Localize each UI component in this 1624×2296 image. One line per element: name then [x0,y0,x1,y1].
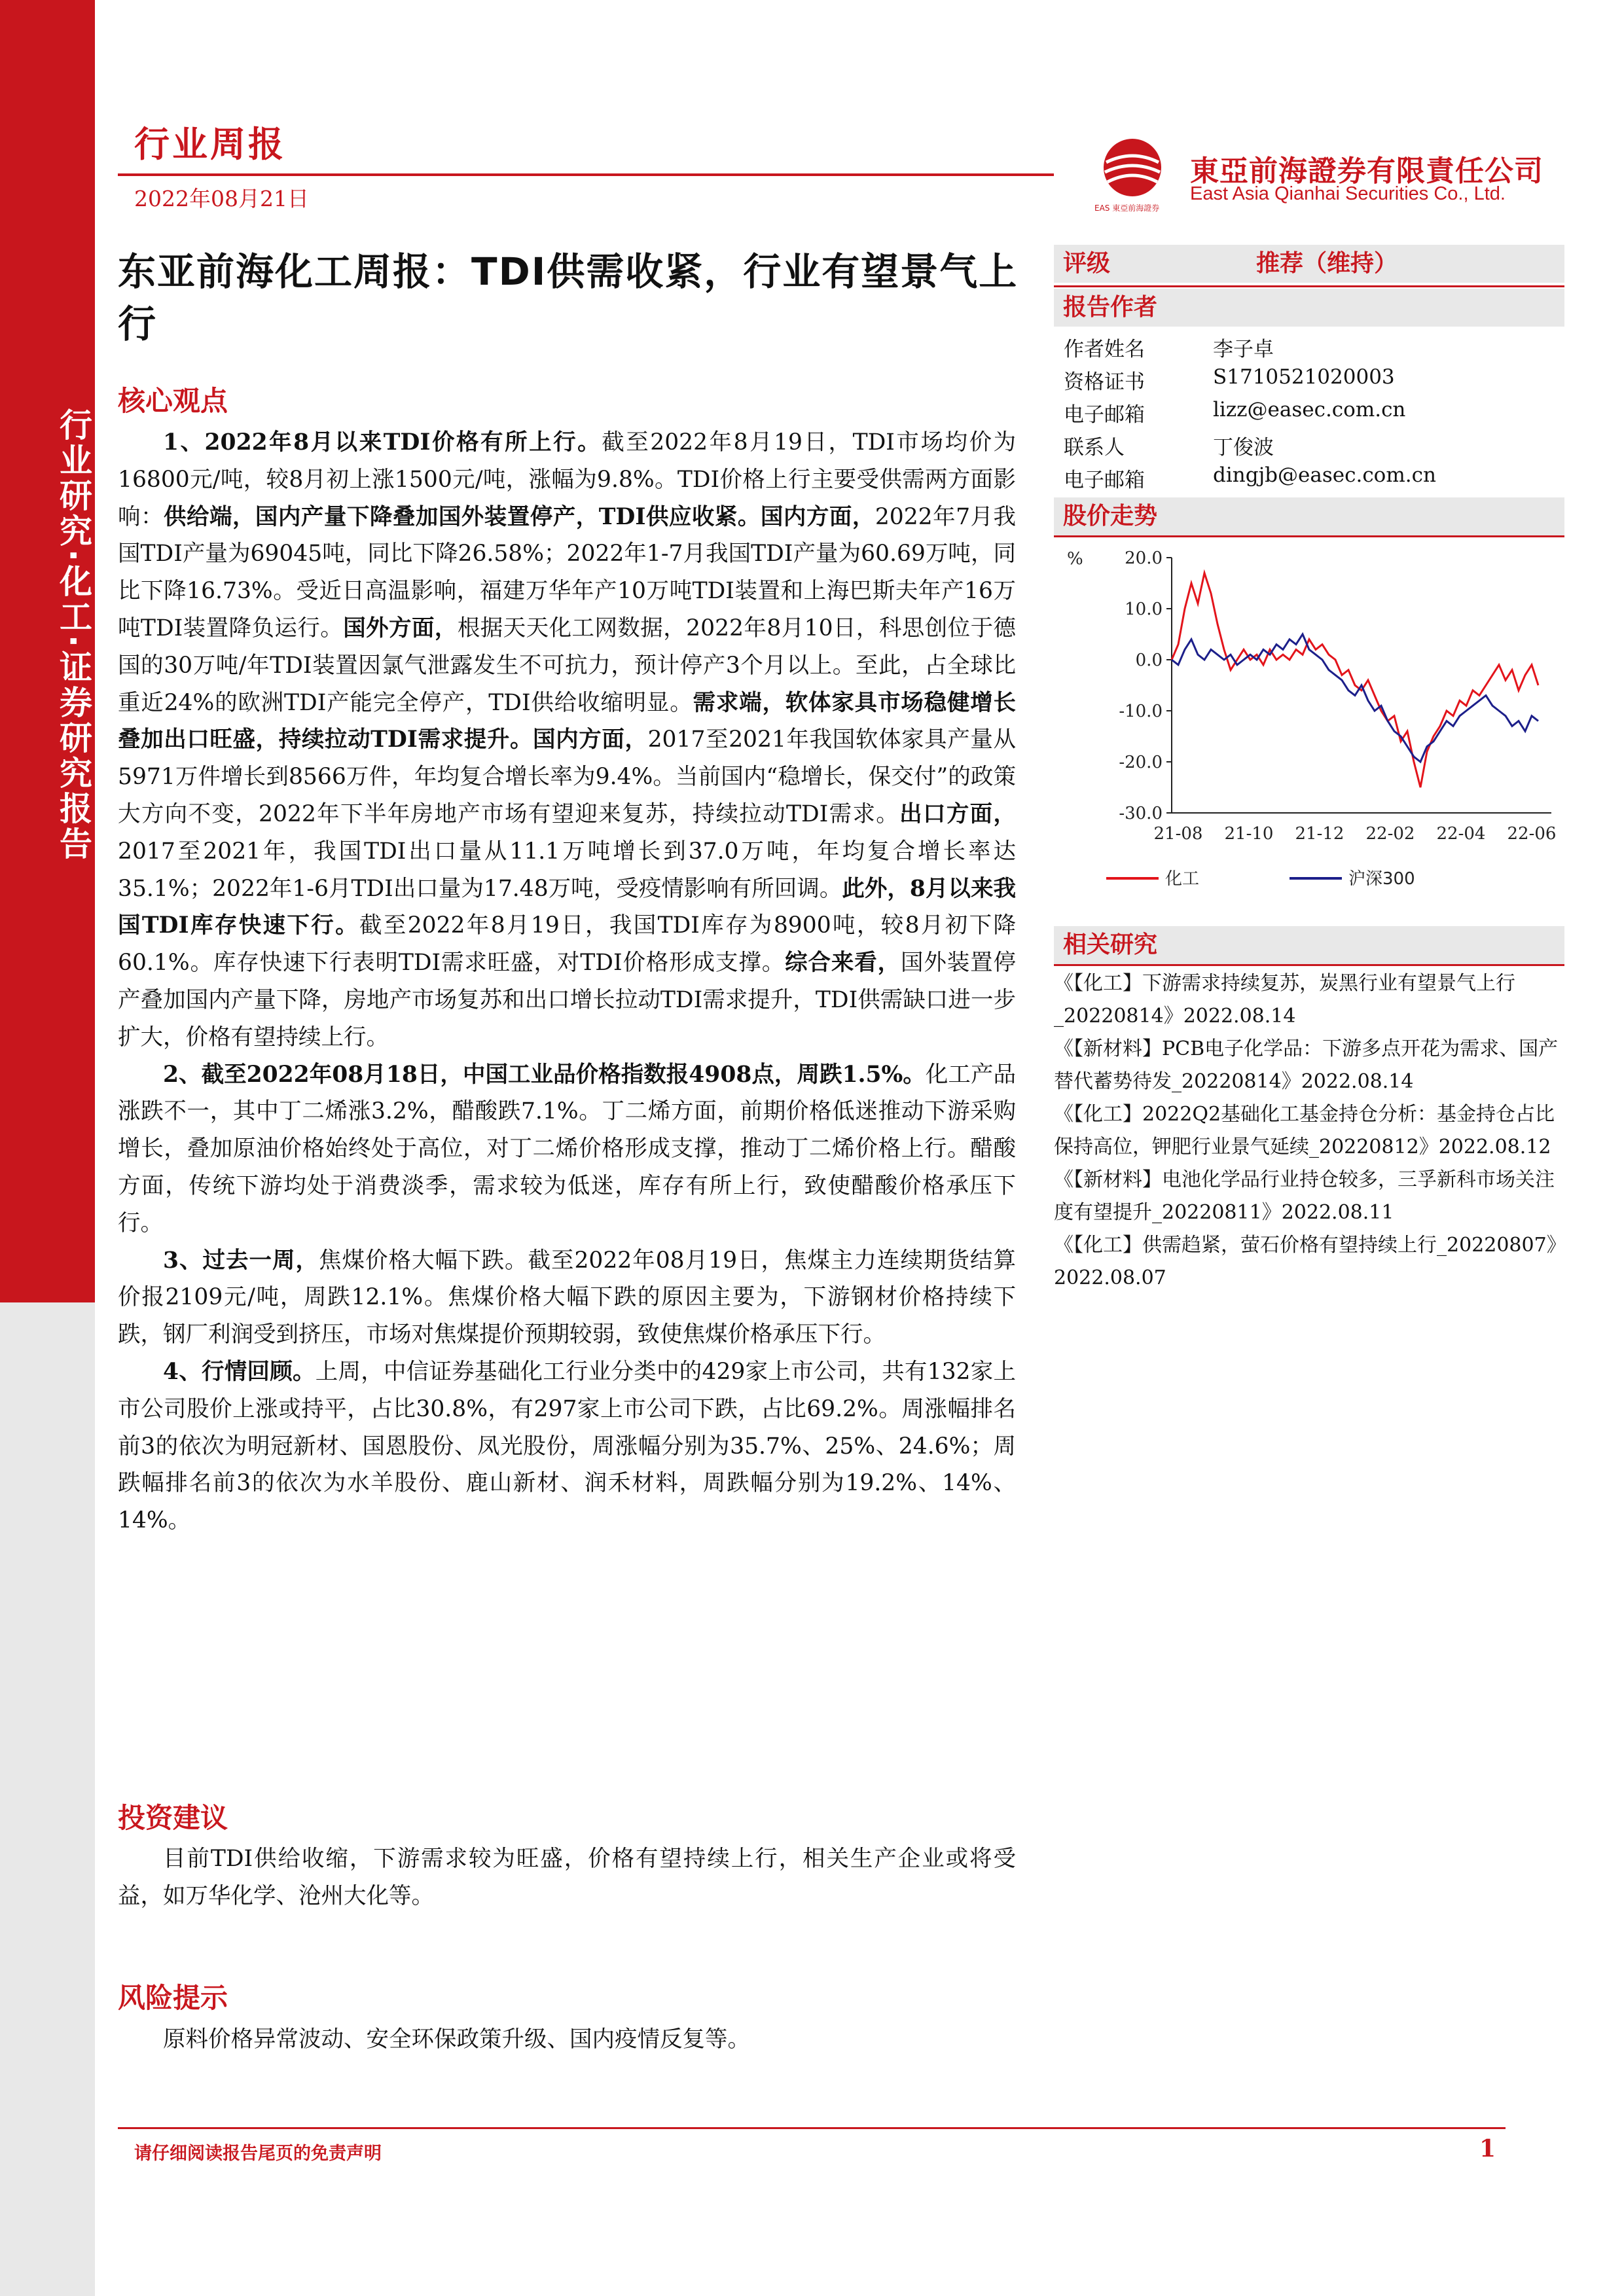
chart-divider [1054,535,1564,537]
core-body [118,424,1016,1539]
report-category: 行业周报 [134,124,286,165]
chart-heading: 股价走势 [1054,497,1564,535]
series-line [1172,634,1538,762]
legend-label: 化工 [1165,869,1200,889]
related-item[interactable]: 《【化工】下游需求持续复苏，炭黑行业有望景气上行_20220814》2022.08.14 [1054,972,1515,1028]
y-tick-label: 10.0 [1125,600,1163,619]
x-tick-label: 22-04 [1436,824,1486,844]
related-divider [1054,964,1564,966]
section-invest-heading: 投资建议 [118,1802,228,1834]
series-line [1172,573,1538,787]
core-paragraph-1: 1、2022年8月以来TDI价格有所上行。截至2022年8月19日，TDI市场均价为16800元/吨，较8月初上涨1500元/吨，涨幅为9.8%。TDI价格上行主要受供需两方面影响：供给端，国内产量下降叠加国外装置停产，TDI供应收紧。国内方面，2022年7月我国TDI产量为69045吨，同比下降26.58%；2022年1-7月我国TDI产量为60.69万吨，同比下降16.73%。受近日高温影响，福建万华年产10万吨TDI装置和上海巴斯夫年产16万吨TDI装置降负运行。国外方面，根据天天化工网数据，2022年8月10日，科思创位于德国的30万吨/年TDI装置因氯气泄露发生不可抗力，预计停产3个月以上。至此，占全球比重近24%的欧洲TDI产能完全停产，TDI供给收缩明显。需求端，软体家具市场稳健增长叠加出口旺盛，持续拉动TDI需求提升。国内方面，2017至2021年我国软体家具产量从5971万件增长到8566万件，年均复合增长率为9.4%。当前国内“稳增长，保交付”的政策大方向不变，2022年下半年房地产市场有望迎来复苏，持续拉动TDI需求。出口方面，2017至2021年，我国TDI出口量从11.1万吨增长到37.0万吨，年均复合增长率达35.1%；2022年1-6月TDI出口量为17.48万吨，受疫情影响有所回调。此外，8月以来我国TDI库存快速下行。截至2022年8月19日，我国TDI库存为8900吨，较8月初下降60.1%。库存快速下行表明TDI需求旺盛，对TDI价格形成支撑。综合来看，国外装置停产叠加国内产量下降，房地产市场复苏和出口增长拉动TDI需求提升，TDI供需缺口进一步扩大，价格有望持续上行。 [118,429,1017,1050]
related-item[interactable]: 《【新材料】PCB电子化学品：下游多点开花为需求、国产替代蓄势待发_20220814》2022.08.14 [1054,1037,1559,1093]
x-tick-label: 21-08 [1153,824,1203,844]
x-tick-label: 22-06 [1507,824,1557,844]
logo-caption: EAS 東亞前海證券 [1094,204,1160,213]
footer-disclaimer: 请仔细阅读报告尾页的免责声明 [134,2144,382,2164]
rating-value: 推荐（维持） [1256,250,1398,277]
sidebar-text: 行业研究·化工·证券研究报告 [54,408,92,862]
related-item[interactable]: 《【化工】供需趋紧，萤石价格有望持续上行_20220807》2022.08.07 [1054,1234,1557,1289]
risk-body [118,2021,1016,2058]
y-tick-label: 0.0 [1135,651,1163,670]
x-tick-label: 21-12 [1295,824,1344,844]
y-tick-label: -10.0 [1119,702,1163,721]
risk-text: 原料价格异常波动、安全环保政策升级、国内疫情反复等。 [163,2026,750,2053]
core-paragraph-2: 2、截至2022年08月18日，中国工业品价格指数报4908点，周跌1.5%。化工产品涨跌不一，其中丁二烯涨3.2%，醋酸跌7.1%。丁二烯方面，前期价格低迷推动下游采购增长，叠加原油价格始终处于高位，对丁二烯价格形成支撑，推动丁二烯价格上行。醋酸方面，传统下游均处于消费淡季，需求较为低迷，库存有所上行，致使醋酸价格承压下行。 [118,1061,1016,1236]
stock-price-chart [1054,538,1564,918]
rating-label: 评级 [1063,250,1111,277]
report-title: 东亚前海化工周报：TDI供需收紧，行业有望景气上行 [118,249,1019,346]
report-date: 2022年08月21日 [134,186,309,211]
invest-text: 目前TDI供给收缩，下游需求较为旺盛，价格有望持续上行，相关生产企业或将受益，如万华化学、沧州大化等。 [118,1846,1016,1909]
sidebar-lower-band [0,1302,95,2296]
section-risk-heading: 风险提示 [118,1982,228,2014]
related-item[interactable]: 《【化工】2022Q2基础化工基金持仓分析：基金持仓占比保持高位，钾肥行业景气延续_20220812》2022.08.12 [1054,1103,1555,1158]
related-item[interactable]: 《【新材料】电池化学品行业持仓较多，三孚新科市场关注度有望提升_20220811》2022.08.11 [1054,1168,1555,1224]
x-tick-label: 21-10 [1224,824,1274,844]
company-logo-icon [1092,136,1177,215]
core-paragraph-4: 4、行情回顾。上周，中信证券基础化工行业分类中的429家上市公司，共有132家上市公司股价上涨或持平，占比30.8%，有297家上市公司下跌，占比69.2%。周涨幅排名前3的依次为明冠新材、国恩股份、凤光股份，周涨幅分别为35.7%、25%、24.6%；周跌幅排名前3的依次为水羊股份、鹿山新材、润禾材料，周跌幅分别为19.2%、14%、14%。 [118,1358,1016,1534]
legend-label: 沪深300 [1348,869,1415,889]
company-name-cn: 東亞前海證券有限責任公司 [1190,154,1543,188]
core-paragraph-3: 3、过去一周，焦煤价格大幅下跌。截至2022年08月19日，焦煤主力连续期货结算价报2109元/吨，周跌12.1%。焦煤价格大幅下跌的原因主要为，下游钢材价格持续下跌，钢厂利润受到挤压，市场对焦煤提价预期较弱，致使焦煤价格承压下行。 [118,1247,1016,1348]
related-list [1054,967,1564,1295]
y-tick-label: 20.0 [1125,548,1163,568]
page-number: 1 [1479,2135,1496,2162]
company-name-en: East Asia Qianhai Securities Co., Ltd. [1190,183,1506,204]
y-tick-label: -30.0 [1119,804,1163,823]
section-core-heading: 核心观点 [118,385,228,417]
y-axis-unit: % [1067,549,1083,569]
y-tick-label: -20.0 [1119,753,1163,772]
invest-body [118,1840,1016,1915]
header-divider [118,173,1054,176]
x-tick-label: 22-02 [1365,824,1415,844]
rating-bar [1054,245,1564,283]
author-heading: 报告作者 [1054,289,1564,327]
footer-divider [118,2127,1506,2129]
sidebar-band [0,0,95,2296]
rating-divider [1054,285,1564,287]
related-heading: 相关研究 [1054,926,1564,964]
